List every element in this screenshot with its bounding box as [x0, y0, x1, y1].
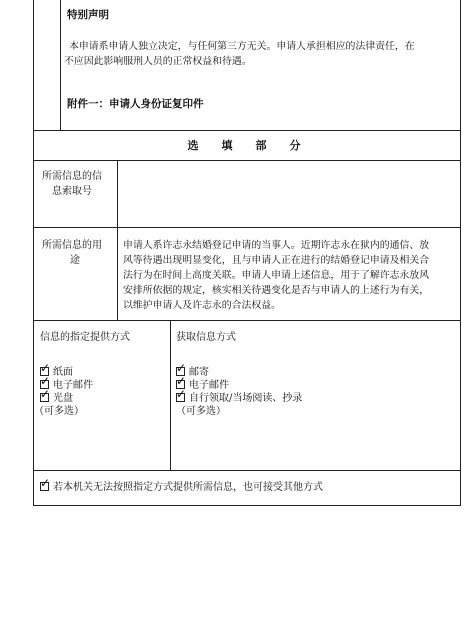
- obtain-option-self-pickup[interactable]: [176, 387, 303, 405]
- rule-below-methods: [33, 470, 461, 471]
- checkbox-icon[interactable]: [40, 476, 51, 491]
- provide-multi-select-note: （可多选）: [34, 406, 84, 417]
- provide-option-label: 纸面: [53, 367, 73, 378]
- checkbox-icon[interactable]: [40, 387, 51, 402]
- obtain-option-label: 邮寄: [189, 367, 209, 378]
- purpose-line-5: 以维护申请人及许志永的合法权益。: [123, 300, 282, 311]
- obtain-multi-select-note: （可多选）: [176, 406, 226, 417]
- purpose-line-2: 风等待遇出现明显变化，且与申请人正在进行的结婚登记申请及相关合: [123, 255, 430, 266]
- check-mark-icon: ✓: [176, 387, 187, 401]
- outer-border-right: [460, 0, 461, 505]
- rule-below-declaration: [33, 130, 461, 131]
- fallback-option-label: 若本机关无法按照指定方式提供所需信息，也可接受其他方式: [53, 482, 323, 493]
- check-mark-icon: ✓: [40, 387, 51, 401]
- obtain-option-label: 自行领取/当场阅读、抄录: [189, 393, 303, 404]
- attachment-note: 附件一：申请人身份证复印件: [67, 98, 204, 110]
- purpose-line-4: 安排所依据的规定，核实相关待遇变化是否与申请人的上述行为有关，: [123, 285, 430, 296]
- purpose-line-1: 申请人系许志永结婚登记申请的当事人。近期许志永在狱内的通信、放: [123, 240, 430, 251]
- outer-border-left: [33, 0, 34, 505]
- provide-option-disc[interactable]: [40, 387, 73, 405]
- checkbox-icon[interactable]: [176, 387, 187, 402]
- check-mark-icon: ✓: [40, 374, 51, 388]
- method-column-rule: [170, 320, 171, 470]
- index-number-label-line2: 息索取号: [52, 186, 92, 197]
- check-mark-icon: ✓: [40, 361, 51, 375]
- check-mark-icon: ✓: [40, 476, 51, 490]
- provide-option-label: 光盘: [53, 393, 73, 404]
- declaration-text-line2: 不应因此影响服刑人员的正常权益和待遇。: [64, 56, 252, 67]
- purpose-label-line2: 途: [70, 255, 80, 266]
- obtain-method-title: 获取信息方式: [176, 332, 236, 343]
- purpose-label-line1: 所需信息的用: [42, 240, 102, 251]
- declaration-text-line1: 本申请系申请人独立决定，与任何第三方无关。申请人承担相应的法律责任，在: [69, 41, 415, 52]
- check-mark-icon: ✓: [176, 361, 187, 375]
- provide-method-title: 信息的指定提供方式: [40, 332, 130, 343]
- fallback-option[interactable]: [40, 476, 323, 494]
- rule-below-purpose-row: [33, 320, 461, 321]
- rule-below-section-header: [33, 160, 461, 161]
- label-column-rule: [117, 160, 118, 320]
- index-number-value[interactable]: [124, 169, 454, 219]
- optional-section-header: 选 填 部 分: [187, 139, 307, 152]
- inner-left-rule: [60, 0, 61, 130]
- declaration-title: 特别声明: [67, 9, 109, 21]
- purpose-line-3: 法行为在时间上高度关联。申请人申请上述信息，用于了解许志永放风: [123, 270, 430, 281]
- outer-border-bottom: [33, 505, 461, 506]
- index-number-label-line1: 所需信息的信: [42, 171, 102, 182]
- provide-option-label: 电子邮件: [53, 380, 93, 391]
- obtain-option-label: 电子邮件: [189, 380, 229, 391]
- check-mark-icon: ✓: [176, 374, 187, 388]
- rule-below-index-row: [33, 227, 461, 228]
